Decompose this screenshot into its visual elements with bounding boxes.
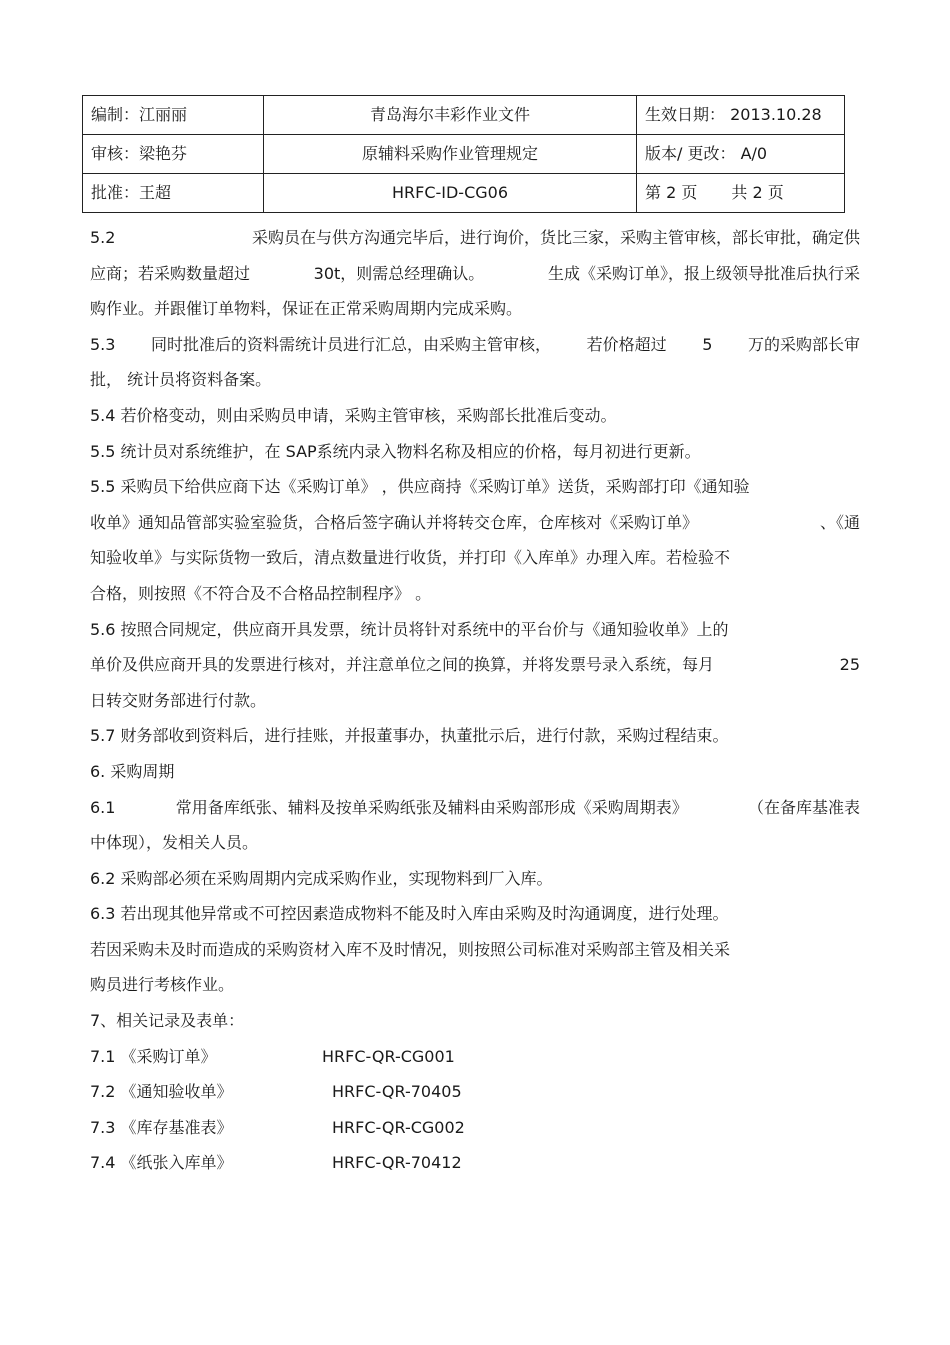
version-label: 版本/ 更改： [645,144,736,163]
approver-cell: 批准：王超 [83,174,264,213]
body-line: 5.5 采购员下给供应商下达《采购订单》 ，供应商持《采购订单》送货，采购部打印《通知验 [90,477,750,497]
body-line: 中体现），发相关人员。 [90,833,259,853]
effective-date-cell [637,96,845,135]
body-line: 应商；若采购数量超过 30t，则需总经理确认。 生成《采购订单》，报上级领导批准后执行采 [90,263,860,283]
document-header-table [82,95,845,213]
body-line: 合格，则按照《不符合及不合格品控制程序》 。 [90,583,432,603]
header-row-3 [83,174,845,213]
body-line: 单价及供应商开具的发票进行核对，并注意单位之间的换算，并将发票号录入系统，每月 25 [90,655,860,675]
body-line: 6.1 常用备库纸张、辅料及按单采购纸张及辅料由采购部形成《采购周期表》 （在备库基准表 [90,797,860,817]
body-line: 收单》通知品管部实验室验货，合格后签字确认并将转交仓库，仓库核对《采购订单》 、《通 [90,512,860,532]
record-name: 7.4 《纸张入库单》 [90,1153,233,1173]
page-current: 第 2 页 [645,183,698,202]
body-line: 6.2 采购部必须在采购周期内完成采购作业，实现物料到厂入库。 [90,868,553,888]
body-line: 5.4 若价格变动，则由采购员申请，采购主管审核，采购部长批准后变动。 [90,405,617,425]
doc-code-cell: HRFC-ID-CG06 [264,174,637,213]
compiler-cell: 编制：江丽丽 [83,96,264,135]
body-line: 5.5 统计员对系统维护，在 SAP系统内录入物料名称及相应的价格，每月初进行更新。 [90,441,701,461]
header-row-1 [83,96,845,135]
record-name: 7.1 《采购订单》 [90,1046,217,1066]
record-code: HRFC-QR-70405 [332,1082,462,1102]
record-code: HRFC-QR-70412 [332,1153,462,1173]
body-line: 5.2 采购员在与供方沟通完毕后，进行询价，货比三家，采购主管审核，部长审批，确定供 [90,228,860,247]
body-line: 5.7 财务部收到资料后，进行挂账，并报董事办，执董批示后，进行付款，采购过程结束。 [90,726,729,746]
version-cell [637,135,845,174]
record-name: 7.3 《库存基准表》 [90,1117,233,1137]
reviewer-cell: 审核：梁艳芬 [83,135,264,174]
body-line: 知验收单》与实际货物一致后，清点数量进行收货，并打印《入库单》办理入库。若检验不 [90,548,731,568]
doc-title-cell: 原辅料采购作业管理规定 [264,135,637,174]
page-total: 共 2 页 [731,183,784,202]
record-row [90,1074,860,1110]
body-line: 批， 统计员将资料备案。 [90,370,272,390]
record-row [90,1039,860,1075]
record-row [90,1110,860,1146]
page-number-cell [637,174,845,213]
body-line: 5.6 按照合同规定，供应商开具发票，统计员将针对系统中的平台价与《通知验收单》上的 [90,619,729,639]
version-value: A/0 [740,144,768,163]
record-row [90,1145,860,1181]
record-name: 7.2 《通知验收单》 [90,1082,233,1102]
section-heading: 7、相关记录及表单： [90,1011,245,1031]
document-body [90,220,860,1181]
body-line: 若因采购未及时而造成的采购资材入库不及时情况，则按照公司标准对采购部主管及相关采 [90,939,731,959]
body-line: 日转交财务部进行付款。 [90,690,267,710]
body-line: 购作业。并跟催订单物料，保证在正常采购周期内完成采购。 [90,299,523,319]
record-code: HRFC-QR-CG001 [322,1046,455,1066]
record-code: HRFC-QR-CG002 [332,1117,465,1137]
header-row-2 [83,135,845,174]
body-line: 购员进行考核作业。 [90,975,235,995]
effective-date-label: 生效日期： [645,105,726,124]
company-doc-cell: 青岛海尔丰彩作业文件 [264,96,637,135]
effective-date-value: 2013.10.28 [730,105,822,124]
body-line: 6.3 若出现其他异常或不可控因素造成物料不能及时入库由采购及时沟通调度，进行处理。 [90,904,729,924]
section-heading: 6. 采购周期 [90,761,175,781]
body-line: 5.3 同时批准后的资料需统计员进行汇总，由采购主管审核， 若价格超过 5 万的采购部长审 [90,334,860,354]
